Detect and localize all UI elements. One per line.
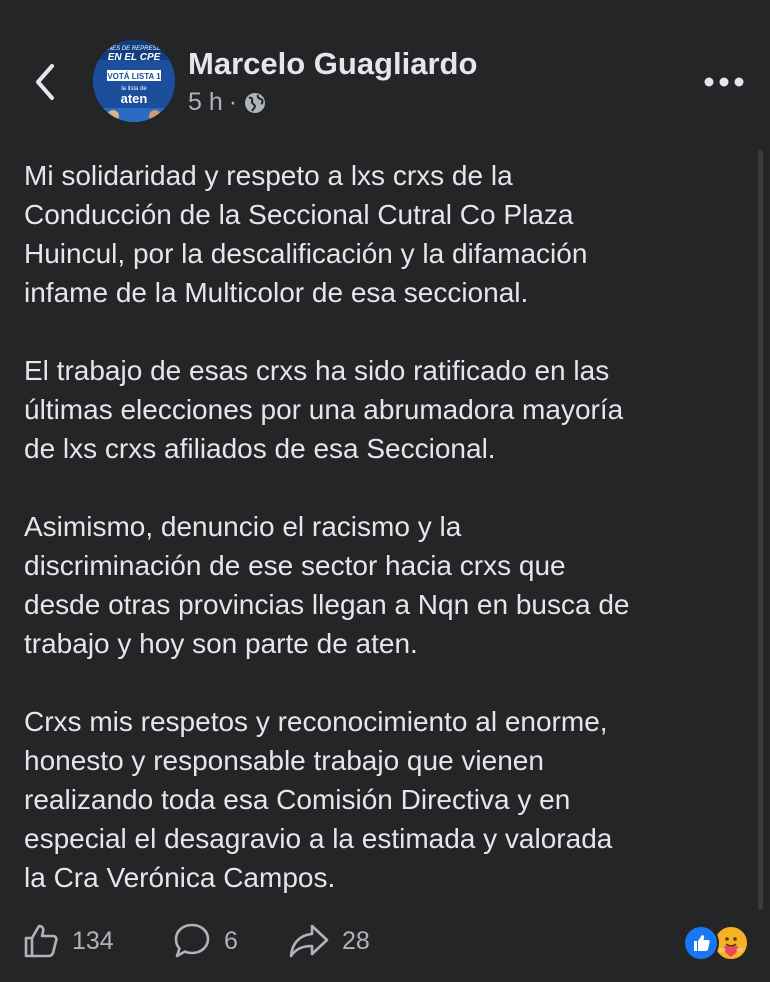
avatar-text-4: la lista de bbox=[121, 86, 147, 92]
post-body bbox=[24, 156, 750, 936]
like-count: 134 bbox=[72, 926, 114, 955]
back-button[interactable] bbox=[26, 58, 66, 106]
reactions-summary[interactable] bbox=[683, 925, 751, 961]
like-reaction-icon bbox=[683, 925, 719, 961]
post-paragraph: El trabajo de esas crxs ha sido ratificado en las últimas elecciones por una abrumadora mayoría de lxs crxs afiliados de esa Seccional. bbox=[24, 355, 624, 464]
post-paragraph: Asimismo, denuncio el racismo y la discriminación de ese sector hacia crxs que desde otras provincias llegan a Nqn en busca de trabajo y hoy son parte de aten. bbox=[24, 511, 630, 659]
avatar-text-2: EN EL CPE bbox=[107, 52, 161, 63]
post-header bbox=[0, 0, 770, 140]
post-paragraph: Crxs mis respetos y reconocimiento al enorme, honesto y responsable trabajo que vienen realizando toda esa Comisión Directiva y en especial el desagravio a la estimada y valorada la Cra Verónica Campos. bbox=[24, 706, 613, 893]
avatar[interactable] bbox=[93, 40, 175, 122]
share-arrow-icon bbox=[288, 922, 330, 960]
post-paragraph: Mi solidaridad y respeto a lxs crxs de la Conducción de la Seccional Cutral Co Plaza Huincul, por la descalificación y la difamación infame de la Multicolor de esa seccional. bbox=[24, 160, 588, 308]
like-button[interactable] bbox=[22, 915, 114, 967]
post-actions bbox=[0, 915, 770, 970]
avatar-image bbox=[93, 40, 175, 122]
share-count: 28 bbox=[342, 926, 370, 955]
meta-separator: · bbox=[228, 88, 238, 116]
thumbs-up-icon bbox=[22, 922, 60, 960]
post-time[interactable]: 5 h bbox=[188, 88, 223, 116]
chevron-left-icon bbox=[26, 58, 66, 106]
avatar-text-3: VOTÁ LISTA 1 bbox=[107, 72, 161, 81]
author-name[interactable]: Marcelo Guagliardo bbox=[188, 46, 478, 81]
scrollbar[interactable] bbox=[758, 150, 763, 910]
comment-count: 6 bbox=[224, 926, 238, 955]
more-options-button[interactable] bbox=[700, 70, 748, 94]
post-meta bbox=[188, 88, 267, 117]
more-dots-icon bbox=[700, 70, 748, 94]
comment-button[interactable] bbox=[172, 915, 238, 967]
comment-bubble-icon bbox=[172, 922, 212, 960]
share-button[interactable] bbox=[288, 915, 370, 967]
avatar-text-1: ONES DE REPRESEN bbox=[103, 46, 165, 52]
globe-icon bbox=[243, 91, 267, 115]
avatar-text-5: aten bbox=[120, 91, 148, 106]
